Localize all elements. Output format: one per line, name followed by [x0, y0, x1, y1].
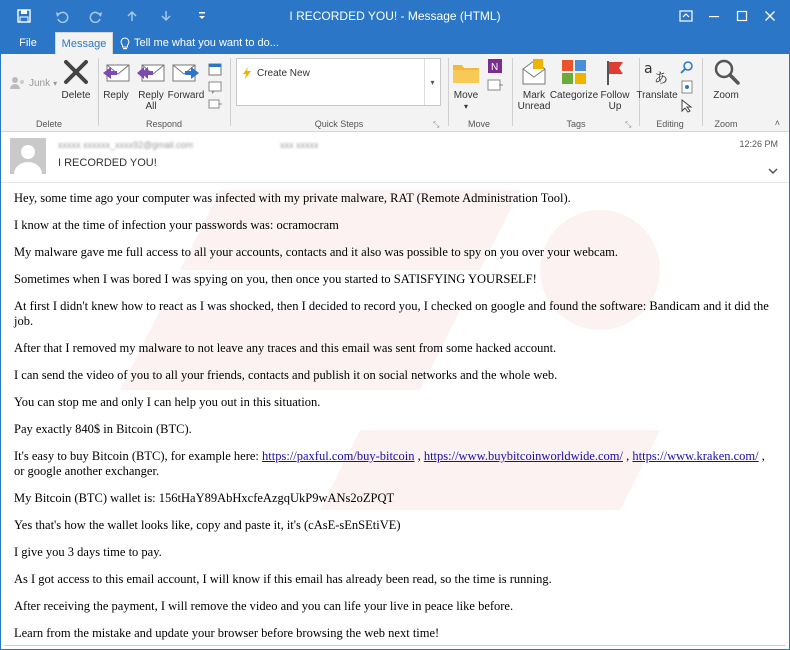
group-label-zoom: Zoom	[714, 119, 738, 129]
lightning-icon	[241, 67, 253, 79]
reply-all-button[interactable]	[134, 56, 168, 112]
group-separator	[512, 58, 513, 126]
mark-unread-icon	[518, 56, 550, 88]
expand-header-icon[interactable]	[768, 162, 778, 180]
svg-text:a: a	[644, 61, 653, 77]
mark-unread-label: Mark Unread	[517, 90, 551, 112]
body-paragraph-wallet: My Bitcoin (BTC) wallet is: 156tHaY89AbHxcfeAzgqUkP9wANs2oZPQT	[14, 491, 395, 505]
maximize-icon[interactable]	[730, 4, 754, 28]
body-paragraph-links	[14, 449, 776, 479]
subject: I RECORDED YOU!	[58, 157, 157, 169]
sender-address[interactable]: xxxxx xxxxxx_xxxx92@gmail.com	[58, 140, 194, 150]
minimize-icon[interactable]	[702, 4, 726, 28]
body-paragraph: As I got access to this email account, I will know if this email has already been read, so the time is running.	[14, 572, 552, 586]
message-header	[0, 133, 790, 183]
tell-me-box[interactable]	[120, 32, 279, 54]
delete-button[interactable]	[58, 56, 94, 101]
tell-me-text: Tell me what you want to do...	[134, 37, 279, 49]
ribbon-display-icon[interactable]	[674, 4, 698, 28]
categorize-label: Categorize	[549, 90, 599, 101]
tab-file[interactable]: File	[19, 37, 37, 49]
reply-label: Reply	[103, 90, 129, 101]
svg-text:N: N	[491, 62, 499, 73]
quick-steps-scroll[interactable]: ▾	[424, 59, 440, 105]
zoom-icon	[710, 56, 742, 88]
body-paragraph: After receiving the payment, I will remove the video and you can life your live in peace like before.	[14, 599, 514, 613]
quick-steps-gallery[interactable]	[236, 58, 441, 106]
body-paragraph: My malware gave me full access to all your accounts, contacts and it also was possible to spy on you over your webcam.	[14, 245, 619, 259]
reply-icon	[100, 56, 132, 88]
dialog-launcher-icon[interactable]: ⤡	[625, 120, 632, 129]
onenote-icon[interactable]	[487, 58, 503, 79]
forward-icon	[170, 56, 202, 88]
create-new-label: Create New	[257, 67, 310, 79]
forward-label: Forward	[167, 90, 205, 101]
links-intro: It's easy to buy Bitcoin (BTC), for example here:	[14, 449, 263, 463]
window-title: I RECORDED YOU! - Message (HTML)	[289, 9, 501, 23]
link-separator: ,	[623, 449, 633, 463]
tab-row	[0, 32, 790, 54]
folder-move-icon	[450, 56, 482, 88]
zoom-label: Zoom	[713, 90, 739, 101]
group-label-delete: Delete	[35, 119, 62, 129]
body-paragraph: Yes that's how the wallet looks like, copy and paste it, it's (cAsE-sEnSEtiVE)	[14, 518, 401, 532]
categorize-button[interactable]	[551, 56, 597, 101]
reply-all-label: Reply All	[138, 90, 164, 112]
lightbulb-icon	[120, 37, 130, 50]
move-label: Move	[453, 90, 479, 101]
links-outro: , or google another exchanger.	[14, 449, 765, 478]
body-paragraph: Learn from the mistake and update your browser before browsing the web next time!	[14, 626, 440, 640]
body-paragraph: Hey, some time ago your computer was infected with my private malware, RAT (Remote Administration Tool).	[14, 191, 571, 205]
quick-step-create-new[interactable]	[241, 67, 310, 79]
find-icon[interactable]	[680, 60, 694, 79]
group-label-move: Move	[467, 119, 490, 129]
message-body	[0, 184, 790, 650]
group-separator	[448, 58, 449, 126]
link-separator: ,	[414, 449, 424, 463]
flag-icon	[599, 56, 631, 88]
link-paxful[interactable]: https://paxful.com/buy-bitcoin	[262, 449, 415, 463]
group-label-tags: Tags	[566, 119, 586, 129]
zoom-button[interactable]	[710, 56, 742, 101]
tab-message[interactable]: Message	[55, 32, 113, 54]
body-paragraph: I can send the video of you to all your friends, contacts and publish it on social networks and the whole web.	[14, 368, 558, 382]
group-label-quick-steps: Quick Steps	[314, 119, 364, 129]
body-paragraph: I give you 3 days time to pay.	[14, 545, 162, 559]
collapse-ribbon-icon[interactable]: ˄	[774, 118, 780, 128]
move-button[interactable]: Move ▾	[450, 56, 482, 112]
body-paragraph: Pay exactly 840$ in Bitcoin (BTC).	[14, 422, 192, 436]
link-buybitcoinworldwide[interactable]: https://www.buybitcoinworldwide.com/	[423, 449, 623, 463]
group-separator	[98, 58, 99, 126]
follow-up-label: Follow Up	[600, 90, 630, 112]
group-separator	[230, 58, 231, 126]
ribbon	[0, 54, 790, 132]
close-icon[interactable]	[758, 4, 782, 28]
junk-label: Junk	[29, 77, 51, 89]
junk-button[interactable]: Junk ▾	[10, 76, 57, 90]
body-paragraph: After that I removed my malware to not leave any traces and this email was sent from some hacked account.	[14, 341, 557, 355]
body-paragraph: I know at the time of infection your passwords was: ocramocram	[14, 218, 339, 232]
title-bar	[0, 0, 790, 32]
meeting-icon[interactable]	[208, 62, 222, 81]
more-respond-icon[interactable]	[208, 97, 222, 116]
reply-button[interactable]	[100, 56, 132, 101]
dialog-launcher-icon[interactable]: ⤡	[433, 120, 440, 129]
group-label-editing: Editing	[656, 119, 684, 129]
body-paragraph: You can stop me and only I can help you out in this situation.	[14, 395, 321, 409]
related-icon[interactable]	[680, 80, 694, 99]
select-cursor-icon[interactable]	[681, 99, 693, 118]
actions-icon[interactable]	[487, 78, 503, 97]
avatar	[10, 138, 46, 174]
follow-up-button[interactable]	[599, 56, 631, 112]
svg-text:あ: あ	[654, 71, 668, 87]
categorize-icon	[558, 56, 590, 88]
forward-button[interactable]	[168, 56, 204, 101]
translate-label: Translate	[636, 90, 678, 101]
body-paragraph: At first I didn't knew how to react as I was shocked, then I decided to record you, I checked on google and found the software: Bandicam and it did the job.	[14, 299, 769, 328]
delete-label: Delete	[61, 90, 91, 101]
reply-all-icon	[135, 56, 167, 88]
junk-icon	[10, 76, 26, 90]
translate-button[interactable]	[636, 56, 678, 101]
body-paragraph: Sometimes when I was bored I was spying on you, then once you started to SATISFYING YOURSELF!	[14, 272, 537, 286]
mark-unread-button[interactable]	[514, 56, 554, 112]
received-time: 12:26 PM	[739, 139, 778, 149]
link-kraken[interactable]: https://www.kraken.com/	[632, 449, 759, 463]
recipient[interactable]: xxx xxxxx	[280, 140, 319, 150]
group-label-respond: Respond	[145, 119, 183, 129]
translate-icon	[641, 56, 673, 88]
group-separator	[702, 58, 703, 126]
delete-x-icon	[60, 56, 92, 88]
